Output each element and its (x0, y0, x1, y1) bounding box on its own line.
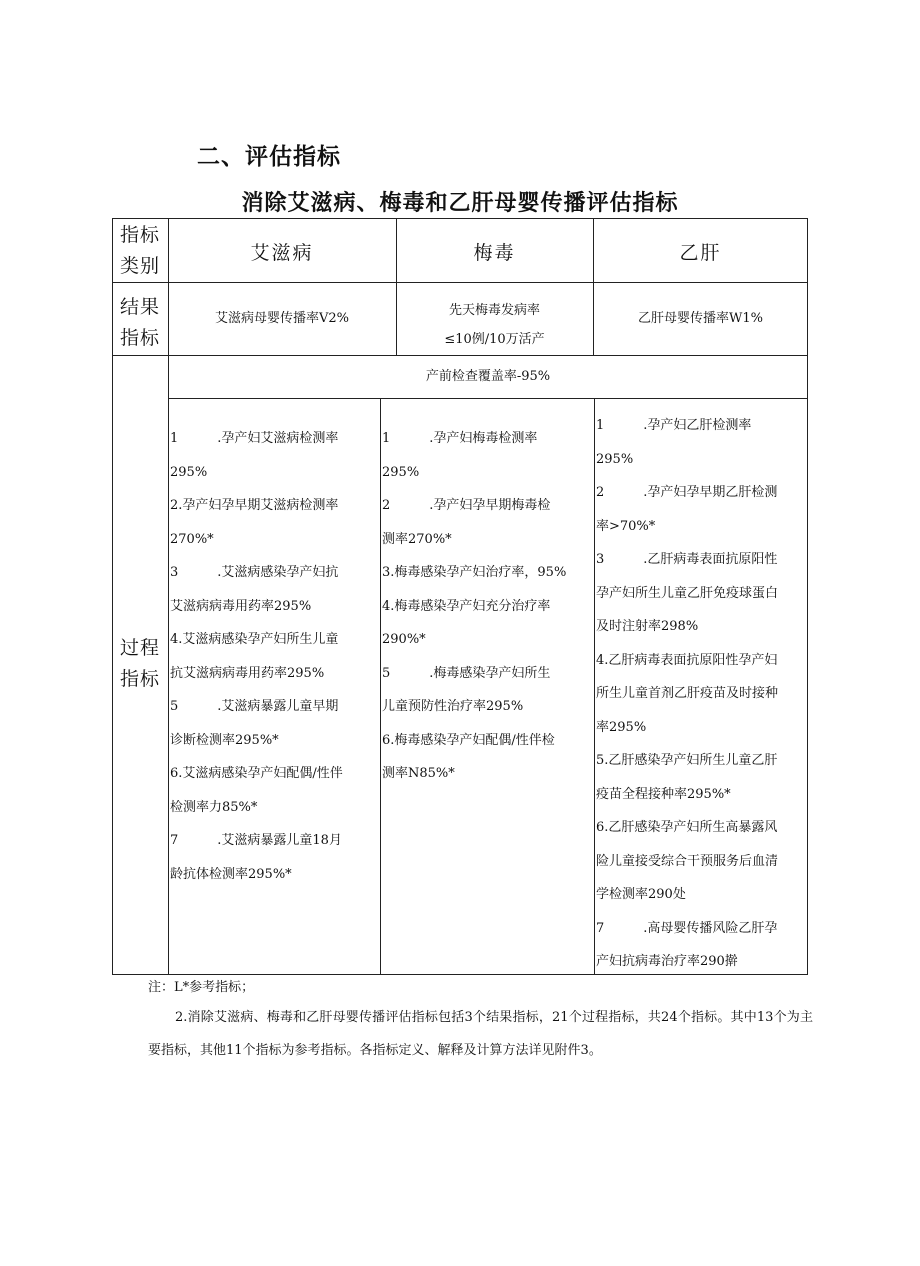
process-line: 疫苗全程接种率295%* (596, 786, 731, 802)
row-divider-2 (112, 355, 808, 356)
process-list-hiv (170, 422, 378, 891)
row-label-category (112, 220, 168, 282)
row-label-result-line1: 结果 (119, 296, 160, 318)
process-line: 龄抗体检测率295%* (170, 866, 292, 882)
process-line: 险儿童接受综合干预服务后血清 (596, 853, 779, 869)
process-line: 测率N85%* (382, 766, 455, 781)
process-line: 率>70%* (596, 518, 656, 534)
indicator-table (112, 218, 808, 975)
col-divider-1-lower (380, 398, 381, 975)
process-line: 2 .孕产妇孕早期乙肝检测 (596, 485, 778, 500)
row-label-process (112, 633, 168, 695)
process-line: 5.乙肝感染孕产妇所生儿童乙肝 (596, 753, 778, 768)
section-heading: 二、评估指标 (197, 144, 341, 170)
row-divider-1 (112, 282, 808, 283)
process-line: 3 .乙肝病毒表面抗原阳性 (596, 552, 778, 567)
process-line: 290%* (382, 632, 426, 647)
column-header-hiv: 艾滋病 (250, 242, 314, 264)
process-line: 5 .艾滋病暴露儿童早期 (170, 699, 339, 714)
process-line: 6.艾滋病感染孕产妇配偶/性伴 (170, 766, 343, 781)
document-title: 消除艾滋病、梅毒和乙肝母婴传播评估指标 (241, 191, 679, 216)
process-line: 产妇抗病毒治疗率290擀 (596, 954, 738, 969)
process-line: 抗艾滋病病毒用药率295% (170, 665, 325, 681)
process-line: 2 .孕产妇孕早期梅毒检 (382, 498, 551, 513)
process-line: 诊断检测率295%* (170, 732, 279, 748)
process-line: 儿童预防性治疗率295% (382, 699, 524, 714)
process-line: 295% (596, 451, 634, 467)
process-line: 6.梅毒感染孕产妇配偶/性伴检 (382, 732, 555, 748)
process-line: 1 .孕产妇乙肝检测率 (596, 418, 752, 433)
process-line: 测率270%* (382, 531, 452, 547)
row-label-result-line2: 指标 (119, 327, 160, 349)
process-list-hbv (596, 409, 806, 979)
column-header-hbv: 乙肝 (679, 242, 722, 264)
process-shared-divider (168, 398, 808, 399)
shared-process-indicator: 产前检查覆盖率-95% (425, 369, 551, 384)
note-indicator-summary: 2.消除艾滋病、梅毒和乙肝母婴传播评估指标包括3个结果指标，21个过程指标，共24个指标。其中13个为主要指标，其他11个指标为参考指标。各指标定义、解释及计算方法详见附件3。 (148, 1010, 813, 1058)
process-line: 2.孕产妇孕早期艾滋病检测率 (170, 498, 339, 513)
process-line: 1 .孕产妇艾滋病检测率 (170, 431, 339, 446)
process-line: 所生儿童首剂乙肝疫苗及时接种 (596, 686, 779, 701)
process-line: 3.梅毒感染孕产妇治疗率，95% (382, 565, 567, 580)
process-line: 及时注射率298% (596, 619, 699, 634)
process-line: 检测率力85%* (170, 799, 258, 815)
process-line: 艾滋病病毒用药率295% (170, 598, 312, 614)
result-hbv: 乙肝母婴传播率W1% (638, 311, 763, 326)
table-border-top (112, 218, 808, 219)
row-label-result (112, 292, 168, 354)
col-divider-2-lower (594, 398, 595, 975)
process-line: 270%* (170, 531, 214, 547)
process-line: 率295% (596, 719, 647, 735)
process-line: 295% (170, 464, 208, 480)
result-syphilis-line1: 先天梅毒发病率 (448, 303, 540, 318)
process-line: 孕产妇所生儿童乙肝免疫球蛋白 (596, 585, 779, 601)
process-line: 295% (382, 464, 420, 480)
process-line: 3 .艾滋病感染孕产妇抗 (170, 565, 339, 580)
result-hiv: 艾滋病母婴传播率V2% (214, 311, 349, 326)
row-label-category-line1: 指标 (119, 224, 160, 246)
row-label-category-line2: 类别 (119, 255, 160, 277)
process-line: 1 .孕产妇梅毒检测率 (382, 431, 538, 446)
column-header-syphilis: 梅毒 (473, 242, 516, 264)
process-line: 4.乙肝病毒表面抗原阳性孕产妇 (596, 652, 778, 668)
result-syphilis-line2: ≤10例/10万活产 (444, 332, 545, 347)
process-line: 4.梅毒感染孕产妇充分治疗率 (382, 598, 551, 614)
process-line: 4.艾滋病感染孕产妇所生儿童 (170, 632, 339, 647)
result-syphilis (396, 296, 593, 354)
process-line: 6.乙肝感染孕产妇所生高暴露风 (596, 820, 778, 835)
process-line: 7 .高母婴传播风险乙肝孕 (596, 920, 778, 936)
row-label-process-line1: 过程 (119, 637, 160, 659)
process-list-syphilis (382, 422, 592, 791)
process-line: 7 .艾滋病暴露儿童18月 (170, 833, 342, 848)
process-line: 5 .梅毒感染孕产妇所生 (382, 665, 551, 681)
process-line: 学检测率290处 (596, 887, 686, 902)
note-reference-marker: 注：L*参考指标； (148, 980, 255, 995)
row-label-process-line2: 指标 (119, 668, 160, 690)
